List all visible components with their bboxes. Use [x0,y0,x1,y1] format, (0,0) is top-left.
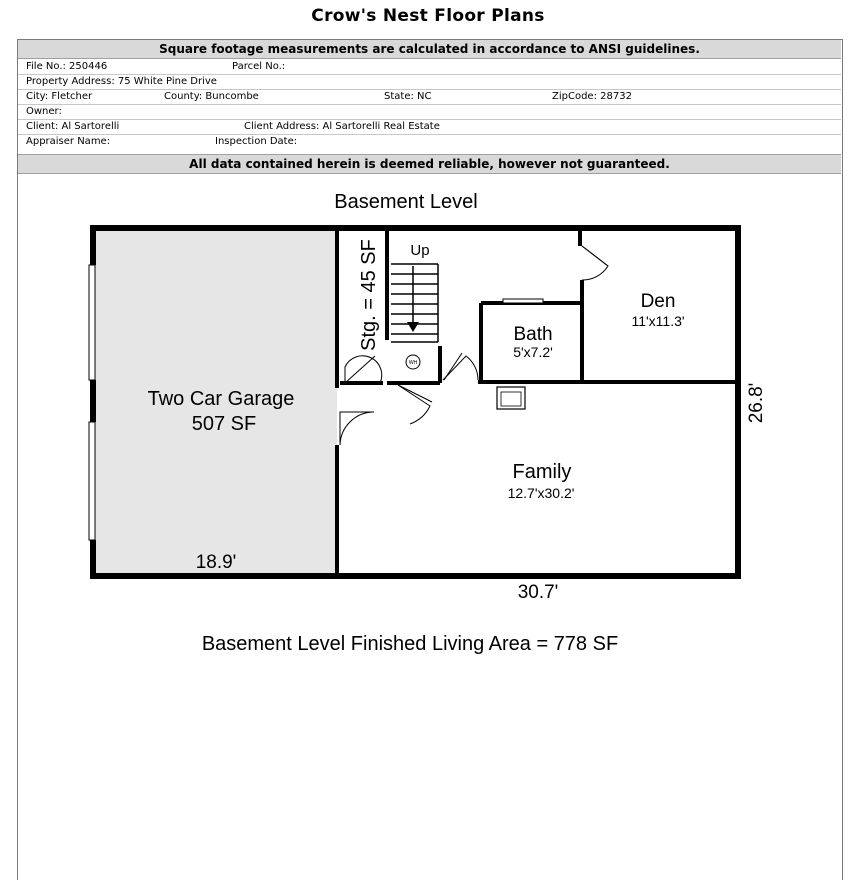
stairs [391,264,438,342]
inspection-date: Inspection Date: [215,136,298,147]
water-heater-label: WH [408,360,418,366]
family-name: Family [512,461,572,483]
disclaimer-banner: All data contained herein is deemed reliable, however not guaranteed. [18,154,841,174]
den-name: Den [640,291,676,312]
interior-walls [337,228,738,576]
stairs-arrow-icon [407,322,419,332]
parcel-no: Parcel No.: [232,61,286,72]
bath-name: Bath [513,324,553,345]
stairs-label: Up [410,242,430,259]
garage-name: Two Car Garage [147,388,295,410]
owner: Owner: [26,106,62,117]
city: City: Fletcher [26,91,93,102]
family-dims: 12.7'x30.2' [507,485,575,501]
storage-label: Stg. = 45 SF [358,239,380,351]
property-address: Property Address: 75 White Pine Drive [26,76,217,87]
garage-area: 507 SF [191,413,257,435]
county: County: Buncombe [164,91,259,102]
zipcode: ZipCode: 28732 [552,91,632,102]
appraiser-name: Appraiser Name: [26,136,111,147]
page-title: Crow's Nest Floor Plans [311,6,545,26]
garage-width: 18.9' [195,552,237,573]
level-title: Basement Level [334,191,478,213]
overall-width: 30.7' [517,582,559,603]
doors [340,246,608,445]
file-no: File No.: 250446 [26,61,108,72]
state: State: NC [384,91,432,102]
ansi-banner: Square footage measurements are calculated in accordance to ANSI guidelines. [18,40,841,59]
bath-dims: 5'x7.2' [513,344,553,360]
client-address: Client Address: Al Sartorelli Real Estate [244,121,440,132]
overall-depth: 26.8' [746,382,767,424]
living-area-summary: Basement Level Finished Living Area = 778 SF [201,633,619,655]
client: Client: Al Sartorelli [26,121,120,132]
den-dims: 11'x11.3' [631,313,685,329]
